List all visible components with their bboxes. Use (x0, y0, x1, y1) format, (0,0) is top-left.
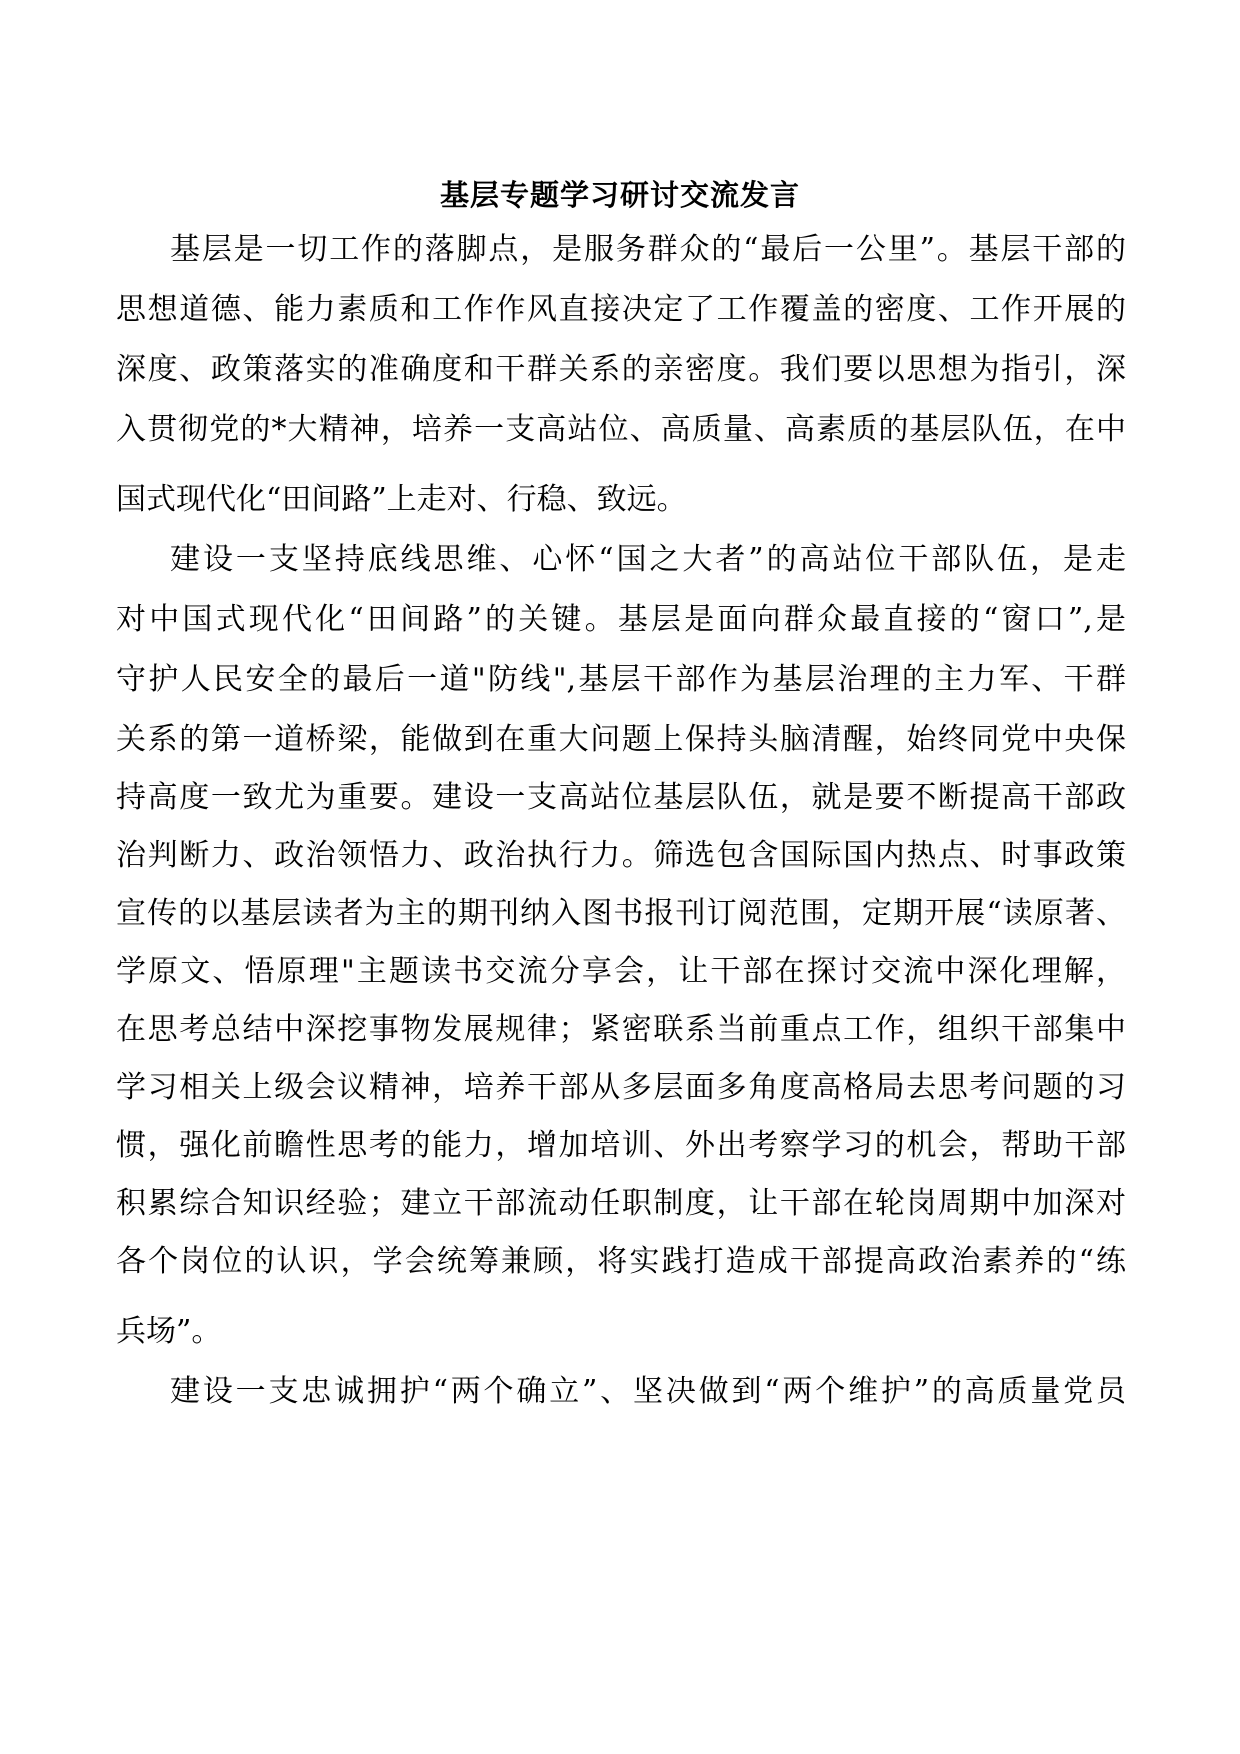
paragraph-2-line-3: 守护人民安全的最后一道"防线",基层干部作为基层治理的主力军、干群 (116, 662, 1126, 697)
paragraph-2-line-7: 宣传的以基层读者为主的期刊纳入图书报刊订阅范围，定期开展“读原著、 (116, 896, 1126, 931)
paragraph-2-line-11: 惯，强化前瞻性思考的能力，增加培训、外出考察学习的机会，帮助干部 (116, 1128, 1126, 1163)
paragraph-2-line-4: 关系的第一道桥梁，能做到在重大问题上保持头脑清醒，始终同党中央保 (116, 722, 1126, 757)
paragraph-3-line-1: 建设一支忠诚拥护“两个确立”、坚决做到“两个维护”的高质量党员 (170, 1374, 1126, 1409)
paragraph-1-line-2: 思想道德、能力素质和工作作风直接决定了工作覆盖的密度、工作开展的 (116, 292, 1126, 327)
paragraph-1-line-1: 基层是一切工作的落脚点，是服务群众的“最后一公里”。基层干部的 (170, 232, 1126, 267)
paragraph-1-line-3: 深度、政策落实的准确度和干群关系的亲密度。我们要以思想为指引，深 (116, 352, 1126, 387)
paragraph-2-line-6: 治判断力、政治领悟力、政治执行力。筛选包含国际国内热点、时事政策 (116, 838, 1126, 873)
paragraph-2-line-14: 兵场”。 (116, 1314, 222, 1349)
document-title: 基层专题学习研讨交流发言 (439, 178, 800, 212)
paragraph-2-line-2: 对中国式现代化“田间路”的关键。基层是面向群众最直接的“窗口”,是 (116, 602, 1126, 637)
paragraph-1-line-4: 入贯彻党的*大精神，培养一支高站位、高质量、高素质的基层队伍，在中 (116, 412, 1126, 447)
paragraph-2-line-10: 学习相关上级会议精神，培养干部从多层面多角度高格局去思考问题的习 (116, 1070, 1126, 1105)
paragraph-2-line-12: 积累综合知识经验；建立干部流动任职制度，让干部在轮岗周期中加深对 (116, 1186, 1126, 1221)
paragraph-2-line-13: 各个岗位的认识，学会统筹兼顾，将实践打造成干部提高政治素养的“练 (116, 1244, 1126, 1279)
paragraph-2-line-1: 建设一支坚持底线思维、心怀“国之大者”的高站位干部队伍，是走 (170, 542, 1126, 577)
paragraph-2-line-5: 持高度一致尤为重要。建设一支高站位基层队伍，就是要不断提高干部政 (116, 780, 1126, 815)
paragraph-2-line-8: 学原文、悟原理"主题读书交流分享会，让干部在探讨交流中深化理解， (116, 954, 1126, 989)
paragraph-1-line-5: 国式现代化“田间路”上走对、行稳、致远。 (116, 482, 687, 517)
paragraph-2-line-9: 在思考总结中深挖事物发展规律；紧密联系当前重点工作，组织干部集中 (116, 1012, 1126, 1047)
